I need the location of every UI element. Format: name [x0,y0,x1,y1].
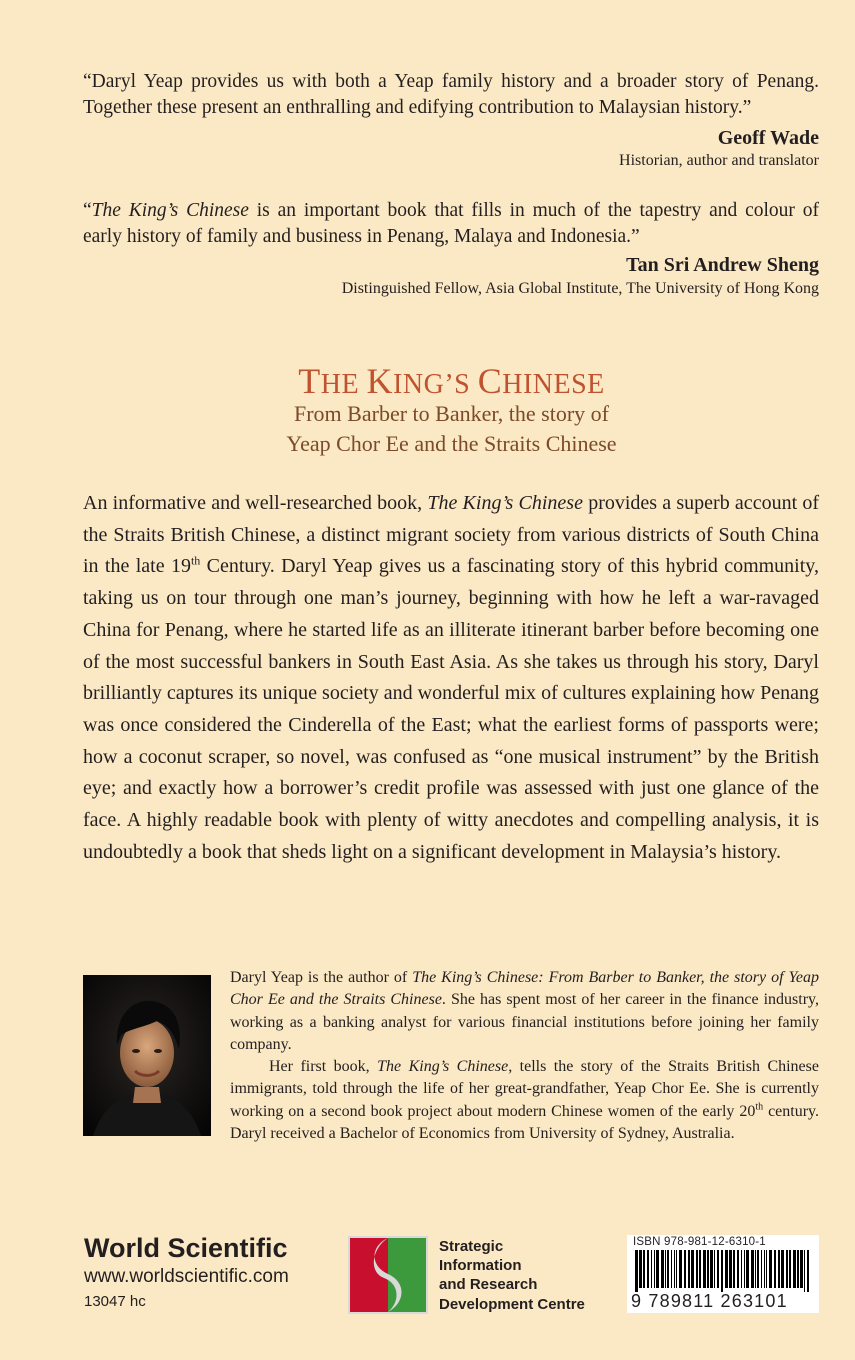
barcode-bar [737,1250,739,1288]
barcode-bar [793,1250,796,1288]
publisher-code: 13047 hc [84,1293,146,1310]
quote-2-role: Distinguished Fellow, Asia Global Institute, The University of Hong Kong [341,280,819,297]
bio-text: century. Daryl received a Bachelor of Economics from University of Sydney, Australia. [230,1102,820,1143]
blurb-text: Century. Daryl Yeap gives us a fascinating story of this hybrid community, taking us on tour through one man’s journey, beginning with how he left a war-ravaged China for Penang, where he started life as an illiterate itinerant barber before becoming one of the most successful bankers in South East Asia. As she takes us through his story, Daryl brilliantly captures its unique society and wonderful mix of cultures explaining how Penang was once considered the Cinderella of the East; what the earliest forms of passports were; how a coconut scraper, so novel, was confused as “one musical instrument” by the British eye; and exactly how a borrower’s credit profile was assessed with just one glance of the face. A highly readable book with plenty of witty anecdotes and compelling analysis, it is undoubtedly a book that sheds light on a significant development in Malaysia’s history. [83,555,819,863]
bio-book-title: The King’s Chinese [377,1058,509,1076]
publisher-url: www.worldscientific.com [84,1266,289,1287]
book-subtitle-line-1: From Barber to Banker, the story of [294,401,609,426]
author-photo [83,975,211,1136]
title-part: C [477,361,503,401]
barcode-bar [769,1250,772,1288]
title-part: HE [320,369,367,400]
barcode-bar [707,1250,709,1288]
blurb-book-title: The King’s Chinese [427,492,583,514]
bio-text: Her first book, [269,1058,378,1076]
barcode-bar [786,1250,788,1288]
isbn-barcode [627,1235,819,1313]
barcode-bar [639,1250,642,1288]
barcode-bars [633,1250,813,1292]
barcode-bar [635,1250,638,1292]
barcode-bar [703,1250,706,1288]
barcode-bar [807,1250,809,1292]
bio-superscript: th [755,1101,764,1113]
barcode-bar [761,1250,762,1288]
title-part: HINESE [502,369,605,400]
barcode-bar [647,1250,649,1288]
barcode-bar [733,1250,735,1288]
quote-1-text [83,69,819,121]
barcode-bar [654,1250,655,1288]
barcode-bar [710,1250,713,1288]
barcode-bar [684,1250,686,1288]
barcode-bar [643,1250,645,1288]
title-part: ING’S [393,369,478,400]
sirdc-name [439,1237,585,1314]
barcode-bar [665,1250,666,1288]
quote-2-open-mark: “ [83,200,92,221]
barcode-bar [746,1250,749,1288]
barcode-bar [774,1250,776,1288]
barcode-bar [721,1250,723,1292]
quote-1-line-1: “Daryl Yeap provides us with both a Yeap family history and a broader story of Penang. [83,71,819,92]
barcode-bar [800,1250,803,1288]
barcode-bar [778,1250,780,1288]
barcode-bar [676,1250,677,1288]
barcode-bar [691,1250,694,1288]
bio-text: . She has spent most of her career in the finance industry, working as a banking analyst for various financial institutions before joining her family company. [230,991,820,1053]
bio-paragraph-1 [230,967,819,1056]
quote-1-line-2: Together these present an enthralling and edifying contribution to Malaysian history.” [83,97,752,118]
barcode-bar [667,1250,669,1288]
barcode-bar [651,1250,652,1288]
quote-2-book-title: The King’s Chinese [91,200,249,221]
author-bio [230,967,819,1145]
barcode-bar [757,1250,759,1288]
barcode-digits: 9 789811 263101 [631,1291,788,1311]
sirdc-line-4: Development Centre [439,1295,585,1313]
quote-2-line-1 [83,198,819,224]
publisher-name: World Scientific [84,1233,288,1263]
barcode-bar [755,1250,756,1288]
bio-text: , tells the story of the Straits British Chinese immigrants, told through the life of her great-grandfather, Yeap Chor Ee. She is currently working on a second book project about modern Chinese women of the early 20 [230,1058,819,1120]
barcode-bar [804,1250,805,1292]
barcode-bar [688,1250,690,1288]
barcode-bar [789,1250,791,1288]
sirdc-line-2: Information [439,1257,522,1275]
barcode-bar [671,1250,672,1288]
barcode-bar [725,1250,728,1288]
title-part: K [366,361,394,401]
barcode-bar [717,1250,719,1288]
sirdc-logo [348,1236,428,1314]
quote-2-text [83,198,819,250]
barcode-bar [699,1250,701,1288]
barcode-bar [741,1250,742,1288]
sirdc-line-1: Strategic [439,1238,504,1255]
quote-2-author: Tan Sri Andrew Sheng [626,254,819,276]
barcode-bar [751,1250,754,1288]
quote-1-role: Historian, author and translator [619,152,819,169]
barcode-bar [656,1250,659,1288]
quote-1-author: Geoff Wade [717,127,819,149]
book-blurb [83,488,819,868]
barcode-bar [797,1250,799,1288]
blurb-text: provides a superb account of the Straits British Chinese, a distinct migrant society from various districts of South China in the late 19 [83,492,820,578]
blurb-superscript: th [190,553,201,568]
quote-2-line-2: early history of family and business in Penang, Malaya and Indonesia.” [83,226,640,247]
barcode-bar [764,1250,765,1288]
barcode-bar [729,1250,732,1288]
sirdc-line-3: and Research [439,1276,538,1294]
sirdc-logo-icon [348,1236,428,1314]
barcode-bar [661,1250,664,1288]
author-portrait-image [83,975,211,1136]
barcode-bar [674,1250,675,1288]
bio-paragraph-2 [230,1056,819,1145]
barcode-bar [696,1250,698,1288]
bio-book-title: The King’s Chinese: From Barber to Banker, the story of Yeap Chor Ee and the Straits Chinese [230,969,820,1009]
barcode-bar [744,1250,745,1288]
quote-2-line-1-rest: is an important book that fills in much of the tapestry and colour of [248,200,819,221]
barcode-bar [679,1250,682,1288]
barcode-bar [766,1250,767,1288]
barcode-bar [781,1250,784,1288]
title-part: T [298,361,321,401]
book-title [0,360,855,402]
bio-text: Daryl Yeap is the author of [230,969,413,986]
barcode-bar [714,1250,715,1288]
blurb-text: An informative and well-researched book, [83,492,428,514]
isbn-label: ISBN 978-981-12-6310-1 [633,1236,766,1248]
book-subtitle-line-2: Yeap Chor Ee and the Straits Chinese [286,431,617,456]
